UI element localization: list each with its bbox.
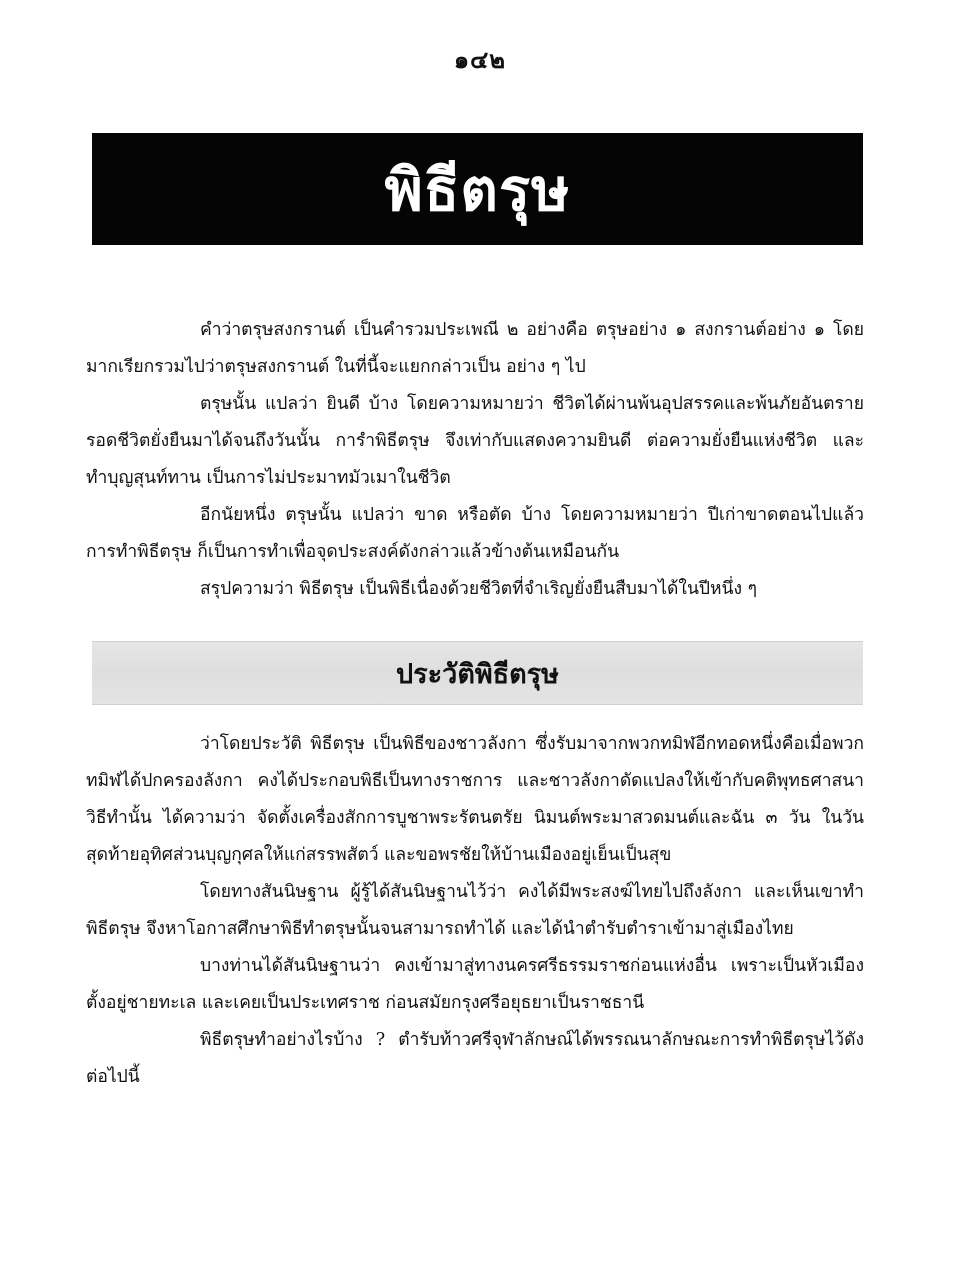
intro-paragraph: อีกนัยหนึ่ง ตรุษนั้น แปลว่า ขาด หรือตัด บ้าง โดยความหมายว่า ปีเก่าขาดตอนไปแล้ว การทำพิธีตรุษ ก็เป็นการทำเพื่อจุดประสงค์ดังกล่าวแล้วข้างต้นเหมือนกัน [86,505,864,562]
history-paragraph: โดยทางสันนิษฐาน ผู้รู้ได้สันนิษฐานไว้ว่า คงได้มีพระสงฆ์ไทยไปถึงลังกา และเห็นเขาทำพิธีตรุษ จึงหาโอกาสศึกษาพิธีทำตรุษนั้นจนสามารถทำได้ และได้นำตำรับตำราเข้ามาสู่เมืองไทย [86,882,864,939]
intro-paragraph: ตรุษนั้น แปลว่า ยินดี บ้าง โดยความหมายว่า ชีวิตได้ผ่านพ้นอุปสรรคและพ้นภัยอันตรายรอดชีวิตยั่งยืนมาได้จนถึงวันนั้น การำพิธีตรุษ จึงเท่ากับแสดงความยินดี ต่อความยั่งยืนแห่งชีวิต และทำบุญสุนท์ทาน เป็นการไม่ประมาทมัวเมาในชีวิต [86,394,864,488]
page-number: ๑๔๒ [453,45,507,74]
section-heading-band [92,641,863,705]
history-paragraph: บางท่านได้สันนิษฐานว่า คงเข้ามาสู่ทางนครศรีธรรมราชก่อนแห่งอื่น เพราะเป็นหัวเมืองตั้งอยู่ชายทะเล และเคยเป็นประเทศราช ก่อนสมัยกรุงศรีอยุธยาเป็นราชธานี [86,956,864,1013]
intro-paragraph: คำว่าตรุษสงกรานต์ เป็นคำรวมประเพณี ๒ อย่างคือ ตรุษอย่าง ๑ สงกรานต์อย่าง ๑ โดยมากเรียกรวมไปว่าตรุษสงกรานต์ ในที่นี้จะแยกกล่าวเป็น อย่าง ๆ ไป [86,320,864,377]
section-heading: ประวัติพิธีตรุษ [396,658,559,690]
history-paragraph: พิธีตรุษทำอย่างไรบ้าง ? ตำรับท้าวศรีจุฬาลักษณ์ได้พรรณนาลักษณะการทำพิธีตรุษไว้ดังต่อไปนี้ [86,1030,864,1087]
intro-paragraph: สรุปความว่า พิธีตรุษ เป็นพิธีเนื่องด้วยชีวิตที่จำเริญยั่งยืนสืบมาได้ในปีหนึ่ง ๆ [200,579,758,599]
history-section [86,726,864,1096]
chapter-title: พิธีตรุษ [384,155,571,224]
intro-section [86,312,864,608]
title-banner [92,133,863,245]
history-paragraph: ว่าโดยประวัติ พิธีตรุษ เป็นพิธีของชาวลังกา ซึ่งรับมาจากพวกทมิฬอีกทอดหนึ่งคือเมื่อพวกทมิฬได้ปกครองลังกา คงได้ประกอบพิธีเป็นทางราชการ และชาวลังกาดัดแปลงให้เข้ากับคติพุทธศาสนา วิธีทำนั้น ได้ความว่า จัดตั้งเครื่องสักการบูชาพระรัตนตรัย นิมนต์พระมาสวดมนต์และฉัน ๓ วัน ในวันสุดท้ายอุทิศส่วนบุญกุศลให้แก่สรรพสัตว์ และขอพรชัยให้บ้านเมืองอยู่เย็นเป็นสุข [86,734,864,865]
